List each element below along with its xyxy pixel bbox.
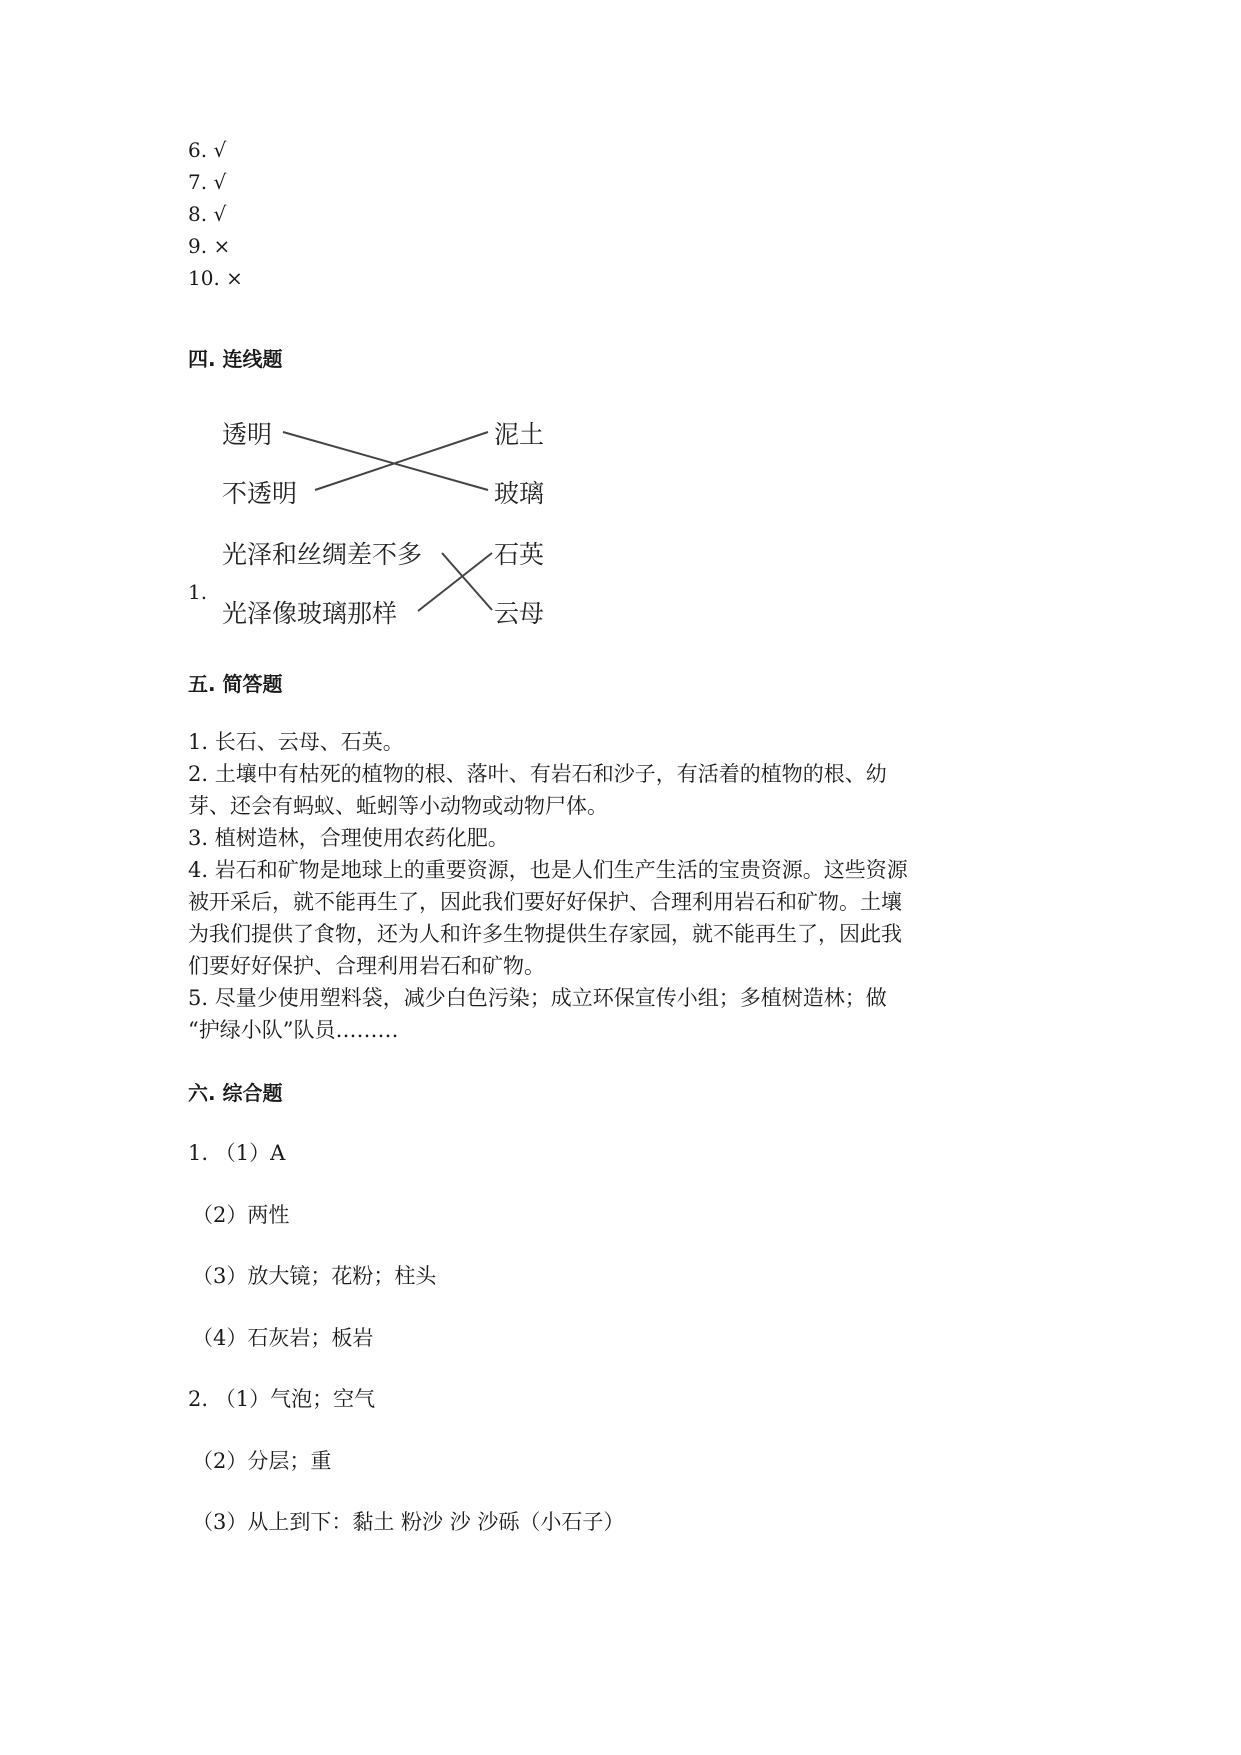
right-label-quartz: 石英 (494, 540, 545, 569)
left-label-opaque: 不透明 (222, 479, 298, 508)
line-glass-luster-to-quartz (418, 553, 492, 611)
section-6-title: 六. 综合题 (188, 1081, 283, 1105)
short-answer-line: 们要好好保护、合理利用岩石和矿物。 (188, 954, 545, 978)
answer-number: 10. (188, 266, 220, 290)
short-answer-line: 4. 岩石和矿物是地球上的重要资源，也是人们生产生活的宝贵资源。这些资源 (188, 858, 908, 882)
right-label-soil: 泥土 (494, 420, 545, 449)
short-answer-line: 为我们提供了食物，还为人和许多生物提供生存家园，就不能再生了，因此我 (188, 922, 902, 946)
check-mark: √ (213, 138, 227, 162)
left-label-silk-luster: 光泽和丝绸差不多 (222, 540, 423, 569)
answer-number: 7. (188, 170, 208, 194)
comprehensive-answer-line: （2）分层；重 (192, 1449, 332, 1473)
comprehensive-answer-line: （3）从上到下：黏土 粉沙 沙 沙砾（小石子） (192, 1510, 625, 1534)
comprehensive-answer-line: 1. （1）A (188, 1141, 286, 1165)
check-mark: √ (213, 170, 227, 194)
short-answer-line: 芽、还会有蚂蚁、蚯蚓等小动物或动物尸体。 (188, 794, 608, 818)
short-answer-line: 3. 植树造林，合理使用农药化肥。 (188, 826, 509, 850)
right-label-glass: 玻璃 (494, 479, 545, 508)
section-5-title: 五. 简答题 (188, 672, 283, 696)
left-label-transparent: 透明 (222, 420, 273, 449)
comprehensive-answer-line: （4）石灰岩；板岩 (192, 1326, 374, 1350)
section-4-title: 四. 连线题 (188, 347, 283, 371)
line-opaque-to-soil (315, 432, 488, 490)
check-mark: √ (213, 202, 227, 226)
answer-number: 9. (188, 234, 208, 258)
line-silk-to-mica (442, 553, 492, 610)
matching-item-number: 1. (188, 580, 208, 604)
short-answer-line: 5. 尽量少使用塑料袋，减少白色污染；成立环保宣传小组；多植树造林；做 (188, 986, 887, 1010)
cross-mark: × (213, 234, 231, 258)
cross-mark: × (226, 266, 243, 290)
answer-number: 8. (188, 202, 208, 226)
short-answer-line: “护绿小队”队员……… (188, 1018, 399, 1042)
answer-number: 6. (188, 138, 208, 162)
left-label-glass-luster: 光泽像玻璃那样 (222, 599, 398, 628)
right-label-mica: 云母 (494, 599, 545, 628)
line-transparent-to-glass (283, 432, 488, 490)
comprehensive-answer-line: 2. （1）气泡；空气 (188, 1387, 376, 1411)
comprehensive-answer-line: （2）两性 (192, 1203, 290, 1227)
comprehensive-answer-line: （3）放大镜；花粉；柱头 (192, 1264, 437, 1288)
short-answer-line: 被开采后，就不能再生了，因此我们要好好保护、合理利用岩石和矿物。土壤 (188, 890, 902, 914)
short-answer-line: 2. 土壤中有枯死的植物的根、落叶、有岩石和沙子，有活着的植物的根、幼 (188, 762, 887, 786)
short-answer-line: 1. 长石、云母、石英。 (188, 730, 404, 754)
